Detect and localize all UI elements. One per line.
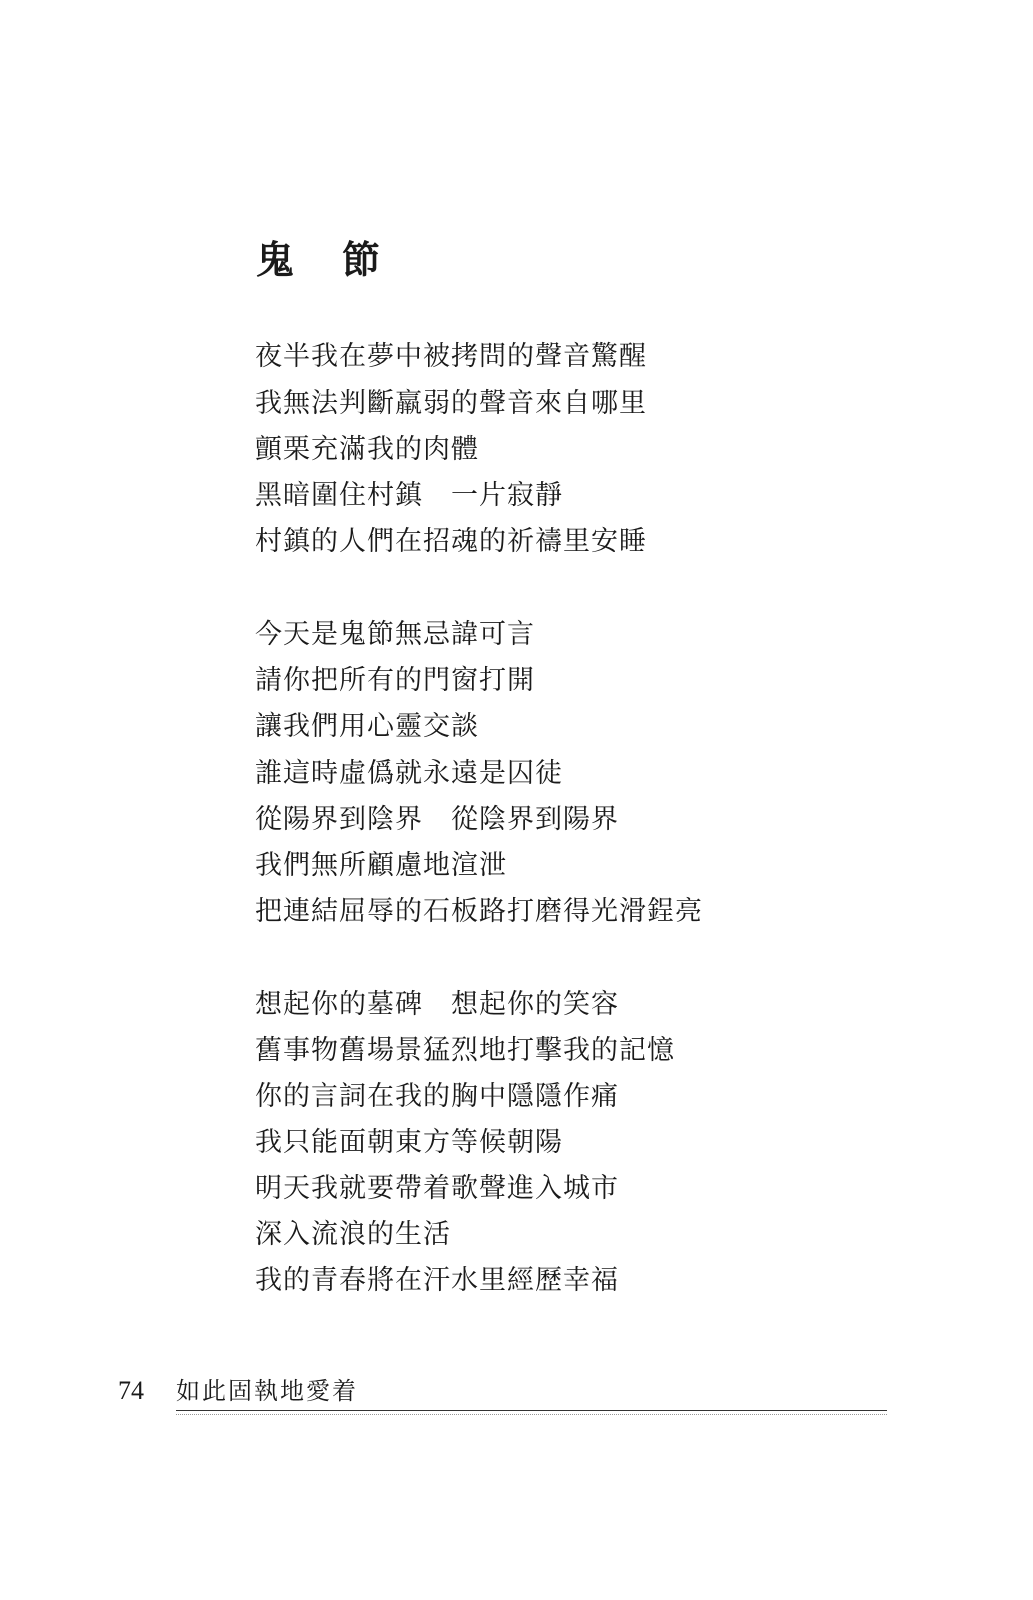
poem-line: 讓我們用心靈交談 xyxy=(255,711,479,742)
poem-line: 顫栗充滿我的肉體 xyxy=(255,434,479,465)
poem-line: 我們無所顧慮地渲泄 xyxy=(255,850,507,881)
poem-line: 今天是鬼節無忌諱可言 xyxy=(255,619,535,650)
page-number: 74 xyxy=(118,1376,144,1405)
footer-rule-dotted xyxy=(176,1414,887,1415)
poem-title: 鬼節 xyxy=(256,237,429,282)
poem-line: 明天我就要帶着歌聲進入城市 xyxy=(255,1173,619,1204)
poem-line: 想起你的墓碑 想起你的笑容 xyxy=(255,989,619,1020)
poem-line: 從陽界到陰界 從陰界到陽界 xyxy=(255,804,619,835)
page-footer xyxy=(118,1376,888,1426)
poem-line: 我只能面朝東方等候朝陽 xyxy=(255,1127,563,1158)
poem-line: 我無法判斷羸弱的聲音來自哪里 xyxy=(255,388,647,419)
poem-line: 我的青春將在汗水里經歷幸福 xyxy=(255,1265,619,1296)
footer-rule xyxy=(176,1410,887,1411)
poem-line: 請你把所有的門窗打開 xyxy=(255,665,535,696)
poem-line: 舊事物舊場景猛烈地打擊我的記憶 xyxy=(255,1035,675,1066)
running-book-title: 如此固執地愛着 xyxy=(176,1377,358,1405)
poem-line: 把連結屈辱的石板路打磨得光滑鋥亮 xyxy=(255,896,703,927)
poem-line: 夜半我在夢中被拷問的聲音驚醒 xyxy=(255,341,647,372)
poem-line: 誰這時虛僞就永遠是囚徒 xyxy=(255,758,563,789)
poem-line: 村鎮的人們在招魂的祈禱里安睡 xyxy=(255,526,647,557)
poem-line: 你的言詞在我的胸中隱隱作痛 xyxy=(255,1081,619,1112)
poem-line: 深入流浪的生活 xyxy=(255,1219,451,1250)
poem-line: 黑暗圍住村鎮 一片寂靜 xyxy=(255,480,563,511)
